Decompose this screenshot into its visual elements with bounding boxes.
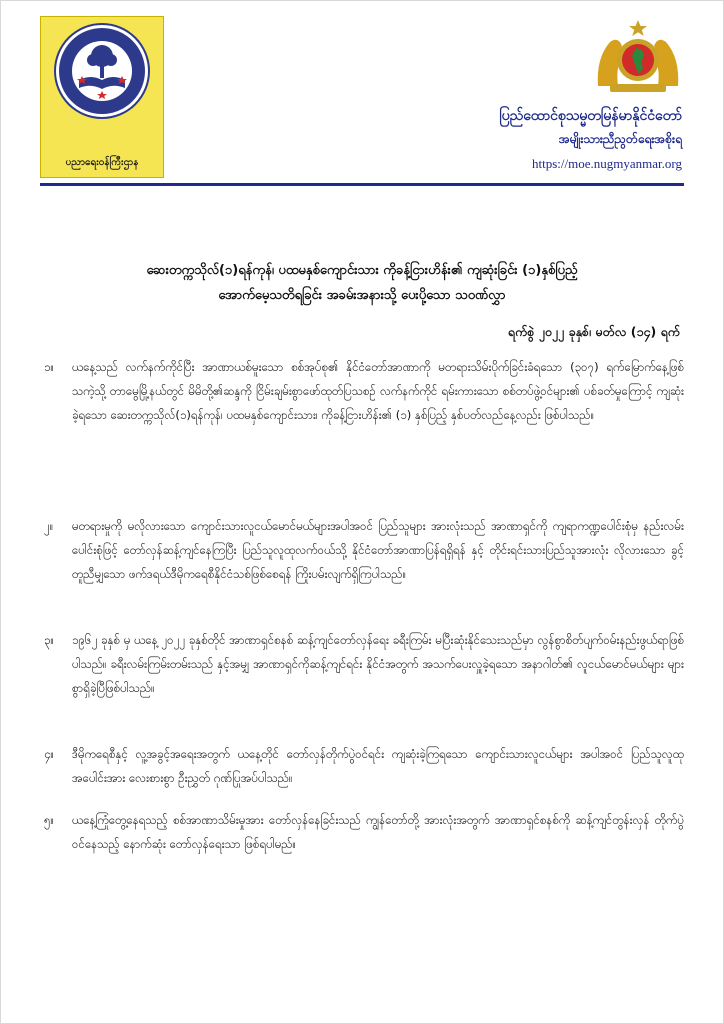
ministry-heading-government: အမျိုးသားညီညွတ်ရေးအစိုးရ xyxy=(558,132,682,146)
paragraph-3 xyxy=(44,628,684,700)
document-title-line1: ဆေးတက္ကသိုလ်(၁)ရန်ကုန်၊ ပထမနှစ်ကျောင်းသား ကိုခန့်ငြားဟိန်း၏ ကျဆုံးခြင်း (၁)နှစ်ပြည့် xyxy=(146,263,578,278)
paragraph-text: ဒီမိုကရေစီနှင့် လူ့အခွင့်အရေးအတွက် ယနေ့တိုင် တော်လှန်တိုက်ပွဲဝင်ရင်း ကျဆုံးခဲ့ကြရသော ကျောင်းသားလူငယ်များ အပါအဝင် ပြည်သူလူထုအပေါင်းအား လေးစားစွာ ဦးညွှတ် ဂုဏ်ပြုအပ်ပါသည်။ xyxy=(72,747,684,785)
paragraph-text: ယနေ့သည် လက်နက်ကိုင်ပြီး အာဏာယစ်မူးသော စစ်အုပ်စု၏ နိုင်ငံတော်အာဏာကို မတရားသိမ်းပိုက်ခြင်းခံရသော (၃၀၇) ရက်မြောက်နေ့ဖြစ်သကဲ့သို့ တာမွေမြို့နယ်တွင် မိမိတို့၏ဆန္ဒကို ငြိမ်းချမ်းစွာဖော်ထုတ်ပြသစဉ် လက်နက်ကိုင် ရမ်းကားသော စစ်တပ်ဖွဲ့ဝင်များ၏ ပစ်ခတ်မှုကြောင့် ကျဆုံးခဲ့ရသော ဆေးတက္ကသိုလ်(၁)ရန်ကုန်၊ ပထမနှစ်ကျောင်းသား၊ ကိုခန့်ငြားဟိန်း၏ (၁) နှစ်ပြည့် နှစ်ပတ်လည်နေ့လည်း ဖြစ်ပါသည်။ xyxy=(72,360,684,422)
paragraph-2 xyxy=(44,514,684,586)
ministry-heading-country: ပြည်ထောင်စုသမ္မတမြန်မာနိုင်ငံတော် xyxy=(499,108,682,124)
document-date: ရက်စွဲ ၂၀၂၂ ခုနှစ်၊ မတ်လ (၁၄) ရက် xyxy=(507,324,680,339)
paragraph-text: မတရားမှုကို မလိုလားသော ကျောင်းသားလူငယ်မောင်မယ်များအပါအဝင် ပြည်သူများ အားလုံးသည် အာဏာရှင်ကို ကျရာကဏ္ဍပေါင်းစုံမှ နည်းလမ်းပေါင်းစုံဖြင့် တော်လှန်ဆန့်ကျင်နေကြပြီး ပြည်သူလူထုလက်ဝယ်သို့ နိုင်ငံတော်အာဏာပြန်ရရှိရန် နှင့် တိုင်းရင်းသားပြည်သူအားလုံး လိုလားသော ခွင့်တူညီမျှသော ဖက်ဒရယ်ဒီမိုကရေစီနိုင်ငံသစ်ဖြစ်စေရန် ကြိုးပမ်းလျက်ရှိကြပါသည်။ xyxy=(72,519,684,581)
paragraph-number: ၂။ xyxy=(44,519,54,533)
ministry-website-link[interactable]: https://moe.nugmyanmar.org xyxy=(532,156,682,171)
education-ministry-logo-icon xyxy=(56,25,148,117)
logo-caption: ပညာရေးဝန်ကြီးဌာန xyxy=(65,157,139,168)
paragraph-number: ၄။ xyxy=(44,747,55,761)
paragraph-number: ၃။ xyxy=(44,633,55,647)
paragraph-number: ၅။ xyxy=(44,813,55,827)
paragraph-4 xyxy=(44,742,684,790)
education-ministry-logo xyxy=(40,16,164,178)
paragraph-5 xyxy=(44,808,684,856)
paragraph-number: ၁။ xyxy=(44,360,55,374)
document-title-line2: အောက်မေ့သတိရခြင်း အခမ်းအနားသို့ ပေးပို့သော သဝဏ်လွှာ xyxy=(218,288,506,303)
paragraph-text: ယနေ့ကြုံတွေ့နေရသည့် စစ်အာဏာသိမ်းမှုအား တော်လှန်နေခြင်းသည် ကျွန်တော်တို့ အားလုံးအတွက် အာဏာရှင်စနစ်ကို ဆန့်ကျင်တွန်းလှန် တိုက်ပွဲဝင်နေသည့် နောက်ဆုံး တော်လှန်ရေးသာ ဖြစ်ရပါမည်။ xyxy=(72,813,684,851)
header-divider xyxy=(40,183,684,186)
paragraph-text: ၁၉၆၂ ခုနှစ် မှ ယနေ့ ၂၀၂၂ ခုနှစ်တိုင် အာဏာရှင်စနစ် ဆန့်ကျင်တော်လှန်ရေး ခရီးကြမ်း မပြီးဆုံးနိုင်သေးသည်မှာ လွန်စွာစိတ်ပျက်ဝမ်းနည်းဖွယ်ရာဖြစ်ပါသည်။ ခရီးလမ်းကြမ်းတမ်းသည် နှင့်အမျှ အာဏာရှင်ကိုဆန့်ကျင်ရင်း နိုင်ငံအတွက် အသက်ပေးလှူခဲ့ရသော အနာဂါတ်၏ လူငယ်မောင်မယ်များ များစွာရှိခဲ့ပြီဖြစ်ပါသည်။ xyxy=(72,633,684,695)
state-emblem-icon xyxy=(592,18,684,98)
paragraph-1 xyxy=(44,355,684,427)
